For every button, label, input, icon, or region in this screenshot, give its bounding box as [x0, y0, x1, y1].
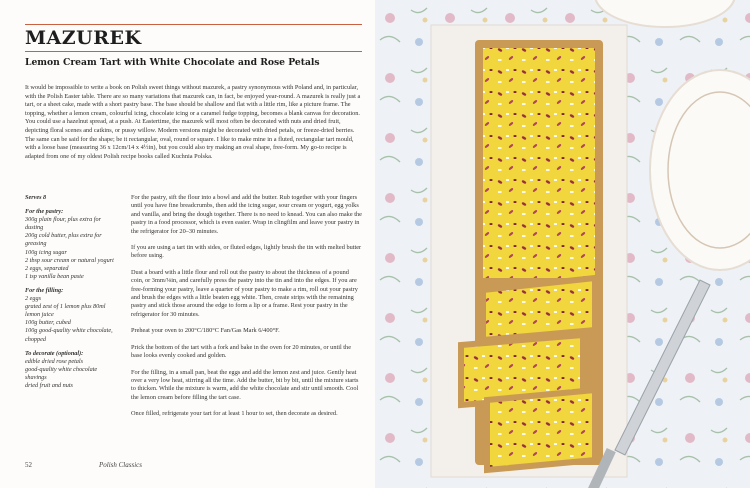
method-step: Prick the bottom of the tart with a fork and bake in the oven for 20 minutes, or until the base looks evenly cooked and golden.	[131, 343, 351, 360]
ingredient-item: 100g good-quality white chocolate, chopped	[25, 327, 113, 343]
ingredient-item: grated zest of 1 lemon plus 80ml lemon juice	[25, 303, 106, 319]
method-step: For the filling, in a small pan, beat the eggs and add the lemon zest and juice. Gently heat over a very low heat, stirring all the time. Add the butter, bit by bit, until the mixture starts to thicken. While the mixture is warm, add the white chocolate and stir until smooth. Cool the lemon cream before filling the tart case.	[131, 368, 359, 401]
ingredient-section-pastry	[25, 208, 117, 281]
ingredient-section-filling	[25, 287, 117, 344]
tart-photo-illustration	[375, 0, 750, 488]
tart-slice	[487, 390, 595, 470]
page-number: 52	[25, 461, 32, 469]
method-step: Dust a board with a little flour and roll out the pastry to about the thickness of a pound coin, or 3mm/⅛in, and carefully press the pastry into the tin and into the edges. If you are free-forming your pastry, leave a quarter of your pastry to make a rim, roll out your pastry and brush the edges with a little beaten egg white. Then, create strips with the remaining pastry and stick those around the edge to form a lip or a frame. Rest your pastry in the refrigerator for 30 minutes.	[131, 268, 358, 318]
serves-label: Serves 8	[25, 194, 47, 201]
ingredient-heading: For the filling:	[25, 286, 64, 294]
ingredient-heading: To decorate (optional):	[25, 349, 84, 357]
tart-slice	[483, 278, 595, 340]
ingredient-item: 100g icing sugar	[25, 248, 67, 256]
ingredient-item: 2 eggs, separated	[25, 264, 69, 272]
ingredient-item: 300g plain flour, plus extra for dusting	[25, 216, 101, 232]
ingredient-item: 100g butter, cubed	[25, 319, 71, 327]
recipe-subtitle: Lemon Cream Tart with White Chocolate and Rose Petals	[25, 57, 320, 68]
ingredient-item: dried fruit and nuts	[25, 381, 73, 389]
recipe-title: MAZUREK	[25, 27, 142, 49]
method-step: Once filled, refrigerate your tart for at least 1 hour to set, then decorate as desired.	[131, 410, 338, 418]
ingredients-column	[25, 194, 117, 390]
ingredient-section-decorate	[25, 350, 117, 390]
ingredient-item: 200g cold butter, plus extra for greasing	[25, 232, 102, 248]
ingredient-item: 2 tbsp sour cream or natural yogurt	[25, 256, 114, 264]
section-name: Polish Classics	[99, 461, 142, 469]
method-step: Preheat your oven to 200°C/180°C Fan/Gas Mark 6/400°F.	[131, 327, 280, 335]
method-step: For the pastry, sift the flour into a bowl and add the butter. Rub together with your fingers until you have fine breadcrumbs, then add the icing sugar, sour cream or yogurt, egg yolks and vanilla, and bring the dough together. There is no need to knead. You can also make the pastry in a food processor, which is even easier. Wrap in clingfilm and leave your pastry in the refrigerator for 20–30 minutes.	[131, 194, 362, 235]
ingredient-item: 1 tsp vanilla bean paste	[25, 272, 84, 280]
method-column	[131, 194, 362, 427]
tart-photo	[375, 0, 750, 488]
ingredient-item: 2 eggs	[25, 295, 41, 303]
ingredient-item: good-quality white chocolate shavings	[25, 365, 98, 381]
tart-filling	[483, 48, 595, 278]
method-step: If you are using a tart tin with sides, or fluted edges, lightly brush the tin with melted butter before using.	[131, 244, 362, 260]
ingredient-heading: For the pastry:	[25, 208, 64, 216]
recipe-intro: It would be impossible to write a book on Polish sweet things without mazurek, a pastry synonymous with Poland and, in particular, with the Polish Easter table. There are so many variations that mazurek can, in fact, be enjoyed year-round. A mazurek is really just a tart, or a sheet cake, made with a short pastry base. The base should be shallow and flat with a little rim, like a picture frame. The topping, whether a lemon cream, colourful icing, chocolate icing or a caramel fudge topping, becomes a blank canvas for decoration. You could use a hazelnut spread, at a push. At Eastertime, the mazurek will most often be decorated with nuts and dried fruit, depicting floral scenes and catkins, or pussy willow. Modern versions might be decorated with dried petals, or freeze-dried berries. The same can be said for the shape; be it rectangular, oval, round or square. I like to make mine in a fluted, rectangular tart mould, with a loose base (measuring 36 x 12cm/14 x 4½in), but you could also try making an oval shape, free-form. My go-to recipe is adapted from one of my oldest Polish recipe books called Kuchnia Polska.	[25, 84, 361, 160]
title-bottom-rule	[25, 51, 362, 52]
ingredient-item: edible dried rose petals	[25, 357, 84, 365]
title-top-rule	[25, 24, 362, 25]
